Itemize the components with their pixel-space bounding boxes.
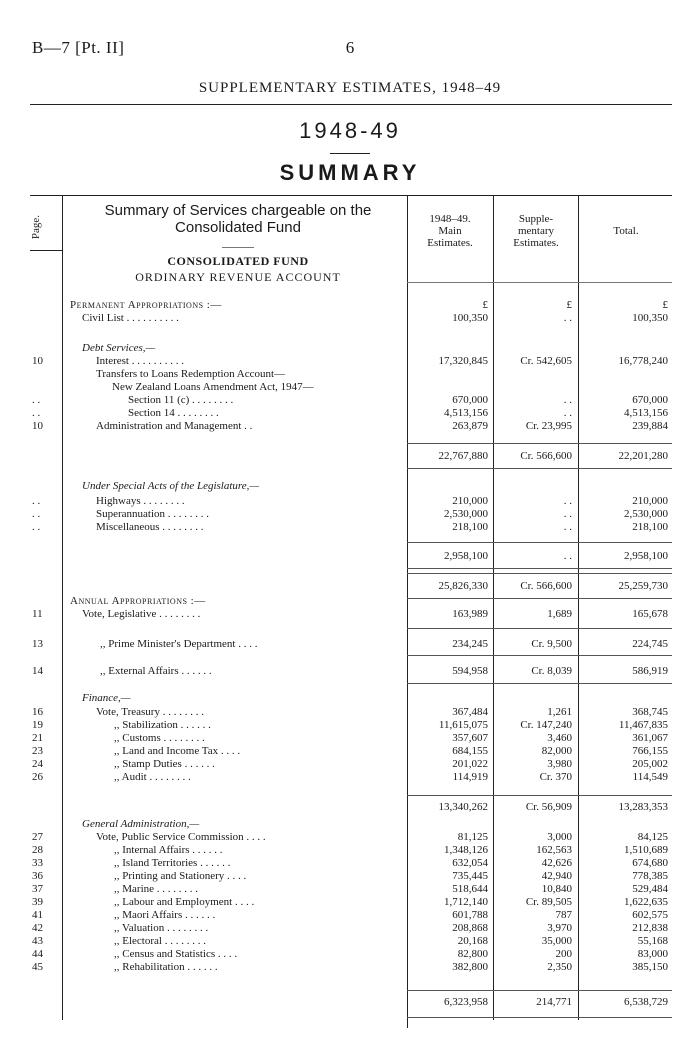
row-label: ,, External Affairs . . . . . . [100, 665, 212, 677]
table-row [0, 312, 700, 325]
table-row [0, 758, 700, 771]
table-row [0, 692, 700, 705]
supplementary-estimate-cell: Cr. 147,240 [520, 719, 572, 731]
table-row [0, 745, 700, 758]
summary-title: SUMMARY [279, 160, 421, 185]
row-label: ,, Valuation . . . . . . . . [114, 922, 209, 934]
total-cell: 385,150 [632, 961, 668, 973]
table-row [0, 381, 700, 394]
fund-name: CONSOLIDATED FUND [167, 254, 309, 268]
total-cell: 6,538,729 [624, 996, 668, 1008]
total-cell: 84,125 [637, 831, 668, 843]
total-cell: 55,168 [637, 935, 668, 947]
row-label: Under Special Acts of the Legislature,— [82, 480, 260, 492]
row-page-ref: 27 [32, 831, 43, 843]
row-page-ref: . . [32, 394, 41, 406]
total-cell: 165,678 [632, 608, 668, 620]
main-estimate-cell: 594,958 [452, 665, 488, 677]
supplementary-estimate-cell: Cr. 566,600 [520, 450, 572, 462]
row-label: Vote, Treasury . . . . . . . . [96, 706, 204, 718]
main-estimate-cell: 13,340,262 [438, 801, 488, 813]
row-label: Miscellaneous . . . . . . . . [96, 521, 204, 533]
row-label: ,, Internal Affairs . . . . . . [114, 844, 223, 856]
main-estimate-cell: 163,989 [452, 608, 488, 620]
supplementary-estimate-cell: 10,840 [541, 883, 572, 895]
row-label: Superannuation . . . . . . . . [96, 508, 210, 520]
supplementary-estimate-cell: 3,000 [547, 831, 572, 843]
subtotal-rule [407, 655, 672, 656]
row-label: Highways . . . . . . . . [96, 495, 185, 507]
supplementary-estimate-cell: 1,261 [547, 706, 572, 718]
supplementary-estimate-cell: . . [563, 312, 572, 324]
table-row [0, 883, 700, 896]
row-label: Vote, Legislative . . . . . . . . [82, 608, 201, 620]
row-page-ref: 44 [32, 948, 43, 960]
row-page-ref: 33 [32, 857, 43, 869]
supplementary-estimate-cell: 787 [555, 909, 572, 921]
table-row [0, 870, 700, 883]
main-estimate-cell: 17,320,845 [438, 355, 488, 367]
supplementary-estimate-cell: 82,000 [541, 745, 572, 757]
table-row [0, 608, 700, 621]
total-cell: £ [662, 299, 668, 311]
row-page-ref: 24 [32, 758, 43, 770]
row-label: Section 11 (c) . . . . . . . . [128, 394, 234, 406]
main-estimate-cell: 81,125 [457, 831, 488, 843]
row-page-ref: 37 [32, 883, 43, 895]
table-row [0, 407, 700, 420]
main-estimate-cell: 382,800 [452, 961, 488, 973]
row-label: ,, Marine . . . . . . . . [114, 883, 199, 895]
supplementary-estimate-cell: . . [563, 495, 572, 507]
year-title: 1948-49 [299, 118, 401, 143]
row-label: General Administration,— [82, 818, 200, 830]
row-label: New Zealand Loans Amendment Act, 1947— [112, 381, 314, 393]
supplementary-estimate-cell: Cr. 23,995 [525, 420, 572, 432]
table-row [0, 818, 700, 831]
supplementary-estimate-cell: Cr. 8,039 [531, 665, 572, 677]
subtotal-rule [407, 443, 672, 444]
table-row [0, 948, 700, 961]
supplementary-estimate-cell: 162,563 [536, 844, 572, 856]
title-short-rule [330, 153, 370, 154]
total-cell: 205,002 [632, 758, 668, 770]
total-cell: 212,838 [632, 922, 668, 934]
table-row [0, 638, 700, 651]
supplementary-estimate-cell: 3,970 [547, 922, 572, 934]
total-cell: 2,958,100 [624, 550, 668, 562]
total-cell: 586,919 [632, 665, 668, 677]
main-estimate-cell: 82,800 [457, 948, 488, 960]
subtotal-rule [407, 568, 672, 569]
row-label: Finance,— [82, 692, 131, 704]
subtotal-rule [407, 542, 672, 543]
main-estimate-cell: 632,054 [452, 857, 488, 869]
row-label: Vote, Public Service Commission . . . . [96, 831, 266, 843]
main-estimate-cell: 1,348,126 [444, 844, 488, 856]
row-page-ref: 36 [32, 870, 43, 882]
row-page-ref: . . [32, 495, 41, 507]
table-row [0, 909, 700, 922]
row-label: ,, Labour and Employment . . . . [114, 896, 255, 908]
main-estimate-cell: 100,350 [452, 312, 488, 324]
subtotal-rule [407, 683, 672, 684]
row-page-ref: 10 [32, 420, 43, 432]
total-cell: 2,530,000 [624, 508, 668, 520]
table-row [0, 368, 700, 381]
supplementary-estimate-cell: . . [563, 394, 572, 406]
supplementary-estimate-cell: . . [563, 521, 572, 533]
row-page-ref: 19 [32, 719, 43, 731]
main-estimate-cell: 518,644 [452, 883, 488, 895]
main-estimate-cell: 234,245 [452, 638, 488, 650]
table-row [0, 420, 700, 433]
row-label: Interest . . . . . . . . . . [96, 355, 184, 367]
supplementary-estimate-cell: . . [563, 407, 572, 419]
supplementary-estimate-cell: 3,460 [547, 732, 572, 744]
total-cell: 22,201,280 [618, 450, 668, 462]
total-cell: 218,100 [632, 521, 668, 533]
row-label: ,, Land and Income Tax . . . . [114, 745, 241, 757]
row-label: ,, Island Territories . . . . . . [114, 857, 231, 869]
supplementary-estimate-cell: 42,626 [541, 857, 572, 869]
row-label: ,, Prime Minister's Department . . . . [100, 638, 258, 650]
supplementary-estimate-cell: Cr. 89,505 [525, 896, 572, 908]
total-cell: 674,680 [632, 857, 668, 869]
main-estimate-cell: 2,530,000 [444, 508, 488, 520]
main-estimate-cell: 1,712,140 [444, 896, 488, 908]
total-cell: 766,155 [632, 745, 668, 757]
total-cell: 1,622,635 [624, 896, 668, 908]
subtotal-row [0, 801, 700, 814]
main-estimate-cell: 11,615,075 [438, 719, 488, 731]
account-name: ORDINARY REVENUE ACCOUNT [135, 270, 341, 284]
row-label: Debt Services,— [82, 342, 156, 354]
row-label: ,, Electoral . . . . . . . . [114, 935, 206, 947]
fund-rule [222, 247, 254, 248]
supplementary-estimate-cell: 1,689 [547, 608, 572, 620]
main-estimate-cell: 357,607 [452, 732, 488, 744]
supplementary-estimate-cell: Cr. 56,909 [525, 801, 572, 813]
total-cell: 361,067 [632, 732, 668, 744]
total-heading: Total. [613, 225, 639, 237]
main-estimate-cell: 684,155 [452, 745, 488, 757]
summary-heading-line-2: Consolidated Fund [175, 219, 301, 236]
main-estimate-cell: 208,868 [452, 922, 488, 934]
main-estimate-cell: 20,168 [457, 935, 488, 947]
document-reference: B—7 [Pt. II] [32, 38, 125, 57]
supplementary-estimate-cell: Cr. 9,500 [531, 638, 572, 650]
main-estimate-cell: 2,958,100 [444, 550, 488, 562]
subtotal-rule [407, 1017, 672, 1018]
table-row [0, 394, 700, 407]
row-page-ref: . . [32, 407, 41, 419]
total-cell: 210,000 [632, 495, 668, 507]
main-estimate-cell: 601,788 [452, 909, 488, 921]
row-label: ,, Stamp Duties . . . . . . [114, 758, 215, 770]
main-estimates-heading: 1948–49. Main Estimates. [427, 213, 473, 249]
row-label: Permanent Appropriations :— [70, 299, 222, 311]
table-row [0, 935, 700, 948]
row-page-ref: 13 [32, 638, 43, 650]
subtotal-row [0, 996, 700, 1009]
total-cell: 239,884 [632, 420, 668, 432]
supplementary-estimate-cell: £ [566, 299, 572, 311]
row-page-ref: 45 [32, 961, 43, 973]
row-page-ref: 14 [32, 665, 43, 677]
supplementary-estimate-cell: Cr. 566,600 [520, 580, 572, 592]
table-row [0, 961, 700, 974]
row-page-ref: 42 [32, 922, 43, 934]
supplementary-estimates-heading: Supple- mentary Estimates. [513, 213, 559, 249]
supplementary-estimate-cell: . . [563, 508, 572, 520]
page-column-heading: Page. [30, 214, 43, 240]
header-rule [30, 104, 672, 105]
total-cell: 224,745 [632, 638, 668, 650]
main-estimate-cell: 22,767,880 [438, 450, 488, 462]
main-estimate-cell: 670,000 [452, 394, 488, 406]
supplementary-estimate-cell: Cr. 542,605 [520, 355, 572, 367]
table-row [0, 521, 700, 534]
row-page-ref: 16 [32, 706, 43, 718]
table-row [0, 595, 700, 608]
total-cell: 11,467,835 [618, 719, 668, 731]
total-cell: 4,513,156 [624, 407, 668, 419]
table-row [0, 480, 700, 493]
row-label: Section 14 . . . . . . . . [128, 407, 219, 419]
row-page-ref: 26 [32, 771, 43, 783]
total-cell: 25,259,730 [618, 580, 668, 592]
row-page-ref: 11 [32, 608, 43, 620]
total-cell: 529,484 [632, 883, 668, 895]
table-row [0, 732, 700, 745]
table-row [0, 355, 700, 368]
main-estimate-cell: 25,826,330 [438, 580, 488, 592]
row-label: ,, Audit . . . . . . . . [114, 771, 191, 783]
row-label: ,, Customs . . . . . . . . [114, 732, 205, 744]
main-estimate-cell: 4,513,156 [444, 407, 488, 419]
row-label: ,, Rehabilitation . . . . . . [114, 961, 218, 973]
subtotal-row [0, 550, 700, 563]
table-row [0, 495, 700, 508]
subtotal-rule [407, 573, 672, 574]
row-label: Administration and Management . . [96, 420, 253, 432]
supplementary-estimate-cell: . . [563, 550, 572, 562]
table-row [0, 299, 700, 312]
row-page-ref: 23 [32, 745, 43, 757]
row-label: ,, Printing and Stationery . . . . [114, 870, 247, 882]
total-cell: 368,745 [632, 706, 668, 718]
subtotal-rule [407, 628, 672, 629]
main-estimate-cell: 263,879 [452, 420, 488, 432]
main-estimate-cell: 201,022 [452, 758, 488, 770]
supplementary-estimate-cell: 200 [555, 948, 572, 960]
total-cell: 1,510,689 [624, 844, 668, 856]
page-number: 6 [345, 38, 355, 57]
subtotal-row [0, 450, 700, 463]
row-page-ref: 43 [32, 935, 43, 947]
total-cell: 602,575 [632, 909, 668, 921]
table-row [0, 342, 700, 355]
table-top-rule [30, 195, 672, 196]
table-row [0, 719, 700, 732]
total-cell: 13,283,353 [618, 801, 668, 813]
row-label: Civil List . . . . . . . . . . [82, 312, 179, 324]
total-cell: 83,000 [637, 948, 668, 960]
row-page-ref: 10 [32, 355, 43, 367]
table-row [0, 831, 700, 844]
page-header-rule [30, 250, 62, 251]
supplementary-estimate-cell: Cr. 370 [539, 771, 572, 783]
table-row [0, 771, 700, 784]
table-row [0, 508, 700, 521]
subtotal-rule [407, 990, 672, 991]
row-label: Transfers to Loans Redemption Account— [96, 368, 286, 380]
row-page-ref: . . [32, 508, 41, 520]
summary-heading [70, 202, 406, 236]
table-row [0, 706, 700, 719]
main-estimate-cell: 210,000 [452, 495, 488, 507]
table-row [0, 896, 700, 909]
row-page-ref: 28 [32, 844, 43, 856]
total-cell: 670,000 [632, 394, 668, 406]
supplementary-estimate-cell: 35,000 [541, 935, 572, 947]
table-row [0, 922, 700, 935]
main-estimate-cell: 735,445 [452, 870, 488, 882]
summary-heading-line-1: Summary of Services chargeable on the [104, 202, 372, 219]
row-page-ref: 39 [32, 896, 43, 908]
supplementary-estimate-cell: 214,771 [536, 996, 572, 1008]
table-row [0, 857, 700, 870]
row-label: ,, Census and Statistics . . . . [114, 948, 238, 960]
main-estimate-cell: 6,323,958 [444, 996, 488, 1008]
total-cell: 100,350 [632, 312, 668, 324]
main-estimate-cell: 218,100 [452, 521, 488, 533]
supplementary-estimate-cell: 3,980 [547, 758, 572, 770]
main-estimate-cell: 114,919 [452, 771, 488, 783]
subtotal-rule [407, 795, 672, 796]
column-header-rule [407, 282, 672, 283]
row-page-ref: 21 [32, 732, 43, 744]
subtotal-rule [407, 468, 672, 469]
row-label: ,, Maori Affairs . . . . . . [114, 909, 216, 921]
row-page-ref: 41 [32, 909, 43, 921]
row-label: Annual Appropriations :— [70, 595, 206, 607]
running-title: SUPPLEMENTARY ESTIMATES, 1948–49 [198, 80, 502, 96]
table-row [0, 844, 700, 857]
total-cell: 114,549 [632, 771, 668, 783]
main-estimate-cell: £ [482, 299, 488, 311]
total-cell: 16,778,240 [618, 355, 668, 367]
main-estimate-cell: 367,484 [452, 706, 488, 718]
subtotal-row [0, 580, 700, 593]
row-label: ,, Stabilization . . . . . . [114, 719, 211, 731]
supplementary-estimate-cell: 2,350 [547, 961, 572, 973]
table-row [0, 665, 700, 678]
supplementary-estimate-cell: 42,940 [541, 870, 572, 882]
total-cell: 778,385 [632, 870, 668, 882]
row-page-ref: . . [32, 521, 41, 533]
